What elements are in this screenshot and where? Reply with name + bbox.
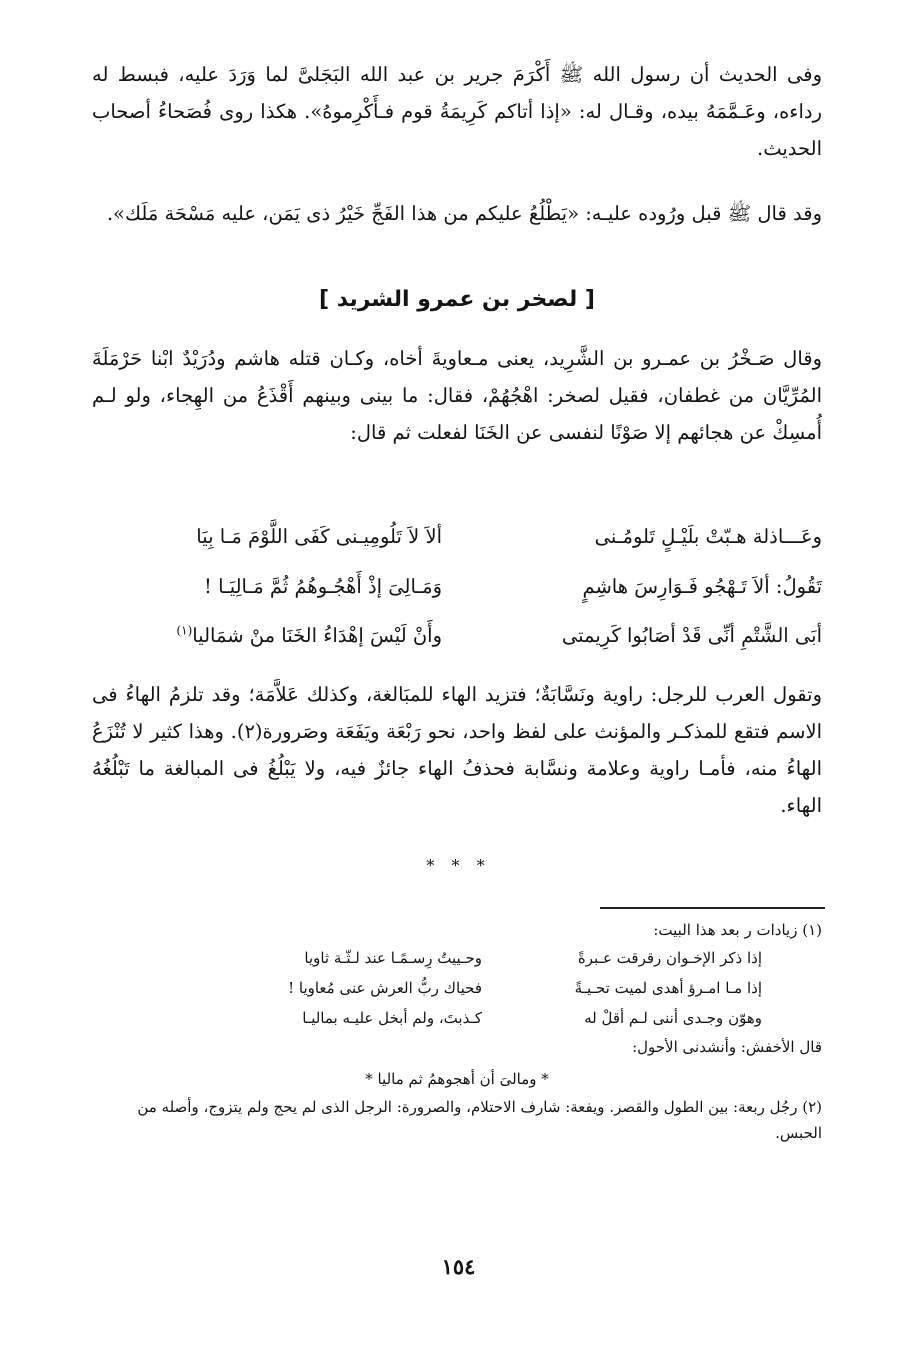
footnote-verse	[92, 945, 822, 971]
poem-verse	[92, 616, 822, 656]
footnote-2: (٢) رجُل ربعة: بين الطول والقصر. ويفعة: شارف الاحتلام، والصرورة: الرجل الذى لم يحج ولم يتزوج، وأصله من الحبس.	[137, 1098, 822, 1142]
verse-first-hemistich: إذا ذكر الإخـوان رقرقت عـبرةً	[577, 949, 762, 967]
verse-second-hemistich: وَمَـالِىَ إذْ أَهْجُـوهُمُ ثُمَّ مَـالِيَـا !	[204, 575, 442, 598]
verse-first-hemistich: وعَـــاذلة هـبّتْ بلَيْـلٍ تَلومُـنى	[594, 525, 822, 548]
verse-first-hemistich: أبَى الشَّتْمِ أنِّى قَدْ أصَابُوا كَرِيمتى	[561, 624, 822, 647]
footnote-reference: (١)	[176, 623, 193, 638]
verse-first-hemistich: إذا مـا امـرؤ أهدى لميت تحـيـةً	[574, 979, 762, 997]
page-number: ١٥٤	[441, 1254, 476, 1279]
footnote-1-verse: * ومالىَ أن أهجوهمُ ثم ماليا *	[365, 1070, 549, 1088]
verse-second-hemistich: فحياك ربُّ العرش عنى مُعاويا !	[288, 979, 482, 997]
section-heading: [ لصخر بن عمرو الشريد ]	[319, 287, 595, 312]
verse-second-hemistich: ألاَ لاَ تَلُومِيـنى كَفَى اللَّوْمَ مَـا بِيَا	[196, 525, 442, 548]
verse-second-hemistich: كـذبتَ، ولم أبخل عليـه بماليـا	[302, 1009, 482, 1027]
paragraph-hadith-jarir: وفى الحديث أن رسول الله ﷺ أَكْرَمَ جرير بن عبد الله البَجَلىَّ لما وَرَدَ عليه، فبسط له رداءه، وعَـمَّمَهُ بيده، وقـال له: «إذا أتاكم كَرِيمَةُ قوم فـأَكْرِموهُ». هكذا روى فُصَحاءُ أصحاب الحديث.	[92, 63, 822, 160]
verse-text: وأَنْ لَيْسَ إهْدَاءُ الخَنَا منْ شمَاليا	[192, 624, 442, 647]
verse-first-hemistich: وهوّن وجـدى أننى لـم أقلْ له	[584, 1009, 762, 1027]
footnote-verse	[92, 975, 822, 1001]
footnote-verse	[92, 1005, 822, 1031]
verse-first-hemistich: تَقُولُ: ألاَ تَـهْجُو فَـوَارِسَ هاشِمٍ	[582, 575, 822, 598]
verse-second-hemistich	[92, 616, 442, 656]
verse-second-hemistich: وحـييتُ رِسـمًـا عند لـثّـة ثاويا	[304, 949, 482, 967]
poem-verse	[92, 567, 822, 607]
section-separator: * * *	[426, 856, 491, 875]
footnote-1-note: قال الأخفش: وأنشدنى الأحول:	[632, 1038, 822, 1056]
paragraph-hadith-yaman: وقد قال ﷺ قبل ورُوده عليـه: «يَطْلُعُ عليكم من هذا الفَجِّ خَيْرُ ذى يَمَن، عليه مَسْحَة مَلَك».	[106, 202, 822, 225]
poem-verse	[92, 517, 822, 557]
paragraph-sakhr-intro: وقال صَـخْرُ بن عمـرو بن الشَّرِيد، يعنى مـعاويةَ أخاه، وكـان قتله هاشم ودُرَيْدٌ ابْنا حَرْمَلَةَ المُرِّيَّان من غطفان، فقيل لصخر: اهْجُهُمْ، فقال: ما بينى وبينهم أَقْذَعُ من الهِجاء، ولو لـم أُمسِكْ عن هجائهم إلا صَوْنًا لنفسى عن الخَنَا لفعلت ثم قال:	[92, 347, 822, 444]
footnote-divider	[600, 907, 825, 909]
paragraph-arab-usage: وتقول العرب للرجل: راوية ونَسَّابَةٌ؛ فتزيد الهاء للمبَالغة، وكذلك عَلاَّمَة؛ وقد تلزمُ الهاءُ فى الاسم فتقع للمذكـر والمؤنث على لفظ واحد، نحو رَبْعَة ويَفَعَة وصَرورة(٢). وهذا كثير لا تُنْزَعُ الهاءُ منه، فأمـا راوية وعلامة ونسَّابة فحذفُ الهاء جائزٌ فيه، ولا يَبْلُغُ فى المبالغة ما تَبْلُغُهُ الهاء.	[92, 683, 823, 817]
footnote-1-intro: (١) زيادات ر بعد هذا البيت:	[653, 921, 822, 939]
